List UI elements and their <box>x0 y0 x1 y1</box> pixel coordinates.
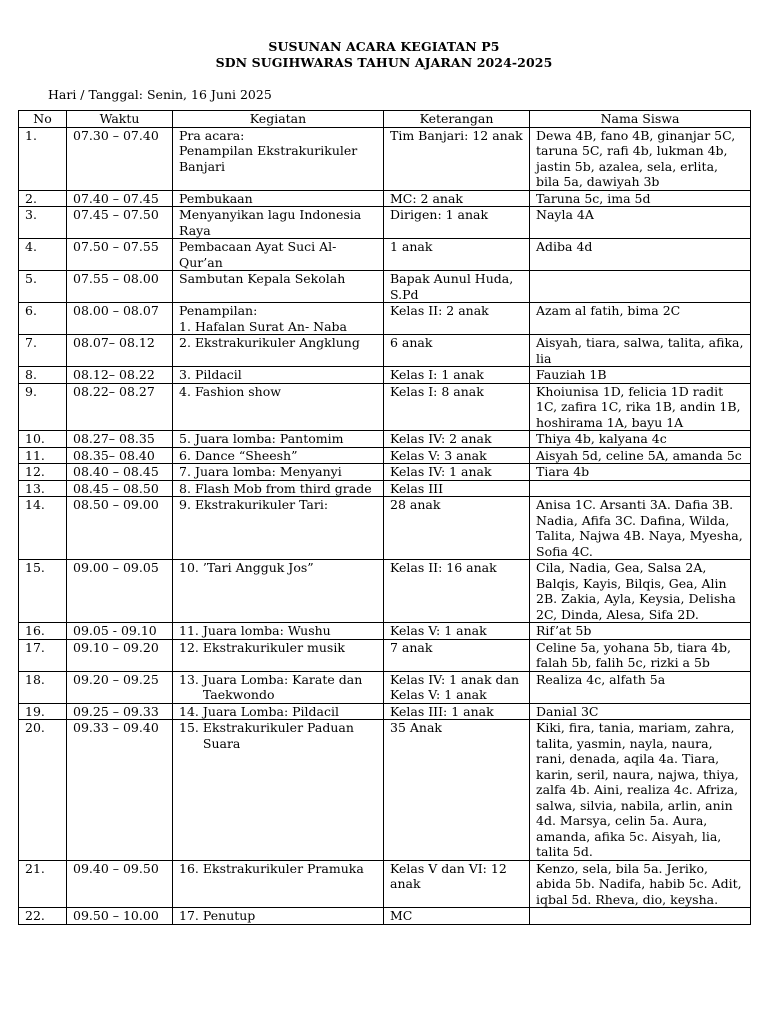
cell-no: 8. <box>19 367 67 384</box>
cell-no: 11. <box>19 447 67 464</box>
table-row <box>19 335 751 367</box>
cell-time: 09.00 – 09.05 <box>67 560 173 623</box>
cell-activity <box>173 335 384 367</box>
activity-number: 4. <box>179 383 191 399</box>
cell-no: 12. <box>19 464 67 481</box>
document-subtitle: SDN SUGIHWARAS TAHUN AJARAN 2024-2025 <box>215 55 553 70</box>
cell-time: 08.27– 08.35 <box>67 431 173 448</box>
activity-item <box>179 623 377 639</box>
activity-number: 7. <box>179 464 191 479</box>
cell-no: 20. <box>19 720 67 861</box>
cell-time: 08.40 – 08.45 <box>67 464 173 481</box>
table-row <box>19 383 751 431</box>
table-row <box>19 239 751 271</box>
activity-text: Menyanyikan lagu Indonesia Raya <box>179 207 362 238</box>
activity-text: Penutup <box>202 908 256 923</box>
activity-item <box>179 431 377 447</box>
cell-activity <box>173 623 384 640</box>
cell-activity <box>173 908 384 925</box>
cell-names: Kenzo, sela, bila 5a. Jeriko, abida 5b. Nadifa, habib 5c. Adit, iqbal 5d. Rheva, dio, keysha. <box>530 860 751 908</box>
cell-time: 07.50 – 07.55 <box>67 239 173 271</box>
cell-names: Dewa 4B, fano 4B, ginanjar 5C, taruna 5C, rafi 4b, lukman 4b, jastin 5b, azalea, sela, erlita, bila 5a, dawiyah 3b <box>530 127 751 190</box>
table-row <box>19 271 751 303</box>
activity-number: 15. <box>179 720 199 735</box>
header-time: Waktu <box>67 111 173 128</box>
header-note: Keterangan <box>384 111 530 128</box>
activity-item <box>179 640 377 656</box>
table-header-row <box>19 111 751 128</box>
cell-note: 1 anak <box>384 239 530 271</box>
cell-names: Thiya 4b, kalyana 4c <box>530 431 751 448</box>
cell-names: Danial 3C <box>530 703 751 720</box>
cell-note: 7 anak <box>384 639 530 671</box>
activity-item <box>179 191 377 207</box>
activity-text: Ekstrakurikuler Paduan Suara <box>202 720 354 751</box>
cell-no: 5. <box>19 271 67 303</box>
cell-time: 07.45 – 07.50 <box>67 207 173 239</box>
cell-time: 08.35– 08.40 <box>67 447 173 464</box>
table-row <box>19 190 751 207</box>
table-row <box>19 860 751 908</box>
activity-text: Hafalan Surat An- Naba <box>194 318 348 334</box>
activity-number: 1. <box>179 318 191 334</box>
table-row <box>19 671 751 703</box>
schedule-body <box>19 127 751 924</box>
activity-item <box>179 704 377 720</box>
cell-note: MC: 2 anak <box>384 190 530 207</box>
activity-text: ’Tari Angguk Jos” <box>202 560 314 575</box>
cell-time: 09.05 - 09.10 <box>67 623 173 640</box>
cell-activity <box>173 447 384 464</box>
cell-no: 17. <box>19 639 67 671</box>
cell-no: 4. <box>19 239 67 271</box>
cell-no: 22. <box>19 908 67 925</box>
cell-names: Adiba 4d <box>530 239 751 271</box>
activity-item <box>179 908 377 924</box>
cell-note: Kelas IV: 1 anak dan Kelas V: 1 anak <box>384 671 530 703</box>
table-row <box>19 560 751 623</box>
cell-activity <box>173 271 384 303</box>
cell-activity <box>173 464 384 481</box>
cell-time: 07.40 – 07.45 <box>67 190 173 207</box>
cell-time: 08.45 – 08.50 <box>67 480 173 497</box>
cell-time: 08.22– 08.27 <box>67 383 173 431</box>
cell-note: 28 anak <box>384 497 530 560</box>
cell-activity <box>173 860 384 908</box>
cell-no: 16. <box>19 623 67 640</box>
activity-item <box>179 464 377 480</box>
table-row <box>19 447 751 464</box>
activity-heading: Pra acara: <box>179 127 245 143</box>
activity-item <box>179 367 377 383</box>
cell-note: MC <box>384 908 530 925</box>
cell-time: 09.25 – 09.33 <box>67 703 173 720</box>
cell-note: Kelas II: 2 anak <box>384 303 530 335</box>
activity-number: 13. <box>179 671 199 687</box>
activity-number: 12. <box>179 639 199 655</box>
cell-time: 08.50 – 09.00 <box>67 497 173 560</box>
activity-text: Juara Lomba: Pildacil <box>202 703 339 719</box>
schedule-table <box>18 110 751 925</box>
cell-note: Kelas V dan VI: 12 anak <box>384 860 530 908</box>
header-names: Nama Siswa <box>530 111 751 128</box>
cell-time: 09.20 – 09.25 <box>67 671 173 703</box>
cell-note: Kelas IV: 1 anak <box>384 464 530 481</box>
cell-note: 6 anak <box>384 335 530 367</box>
cell-note: Kelas V: 3 anak <box>384 447 530 464</box>
activity-text: Fashion show <box>194 383 281 399</box>
table-row <box>19 908 751 925</box>
cell-activity <box>173 431 384 448</box>
table-row <box>19 464 751 481</box>
table-row <box>19 303 751 335</box>
cell-names <box>530 480 751 497</box>
cell-names: Kiki, fira, tania, mariam, zahra, talita, yasmin, nayla, naura, rani, denada, aqila 4a. Tiara, karin, seril, naura, najwa, thiya, zalfa 4b. Aini, realiza 4c. Afriza, salwa, silvia, nabila, arlin, anin 4d. Marsya, celin 5a. Aura, amanda, afika 5c. Aisyah, lia, talita 5d. <box>530 720 751 861</box>
cell-names: Cila, Nadia, Gea, Salsa 2A, Balqis, Kayis, Bilqis, Gea, Alin 2B. Zakia, Ayla, Keysia, Delisha 2C, Dinda, Alesa, Sifa 2D. <box>530 560 751 623</box>
cell-activity <box>173 560 384 623</box>
cell-no: 7. <box>19 335 67 367</box>
header-activity: Kegiatan <box>173 111 384 128</box>
activity-text: Ekstrakurikuler Angklung <box>194 335 360 350</box>
cell-names: Anisa 1C. Arsanti 3A. Dafia 3B. Nadia, Afifa 3C. Dafina, Wilda, Talita, Najwa 4B. Naya, Myesha, Sofia 4C. <box>530 497 751 560</box>
activity-text: Juara lomba: Pantomim <box>194 431 344 446</box>
cell-activity <box>173 639 384 671</box>
cell-no: 13. <box>19 480 67 497</box>
activity-number: 3. <box>179 367 191 382</box>
table-row <box>19 207 751 239</box>
cell-activity <box>173 207 384 239</box>
activity-text: Pildacil <box>194 367 242 382</box>
activity-item <box>179 560 377 576</box>
table-row <box>19 720 751 861</box>
cell-no: 19. <box>19 703 67 720</box>
cell-time: 08.12– 08.22 <box>67 367 173 384</box>
activity-text: Juara Lomba: Karate dan Taekwondo <box>202 671 363 702</box>
cell-note: Bapak Aunul Huda, S.Pd <box>384 271 530 303</box>
activity-item <box>179 143 377 174</box>
activity-number: 16. <box>179 860 199 876</box>
cell-activity <box>173 239 384 271</box>
activity-item <box>179 481 377 497</box>
activity-text: Pembukaan <box>179 190 253 206</box>
table-row <box>19 639 751 671</box>
cell-names <box>530 271 751 303</box>
activity-item <box>179 207 377 238</box>
header-no: No <box>19 111 67 128</box>
cell-no: 21. <box>19 860 67 908</box>
activity-number: 11. <box>179 623 199 638</box>
activity-text: Sambutan Kepala Sekolah <box>179 271 346 286</box>
cell-no: 14. <box>19 497 67 560</box>
activity-heading: Penampilan: <box>179 303 258 318</box>
cell-no: 9. <box>19 383 67 431</box>
table-row <box>19 480 751 497</box>
table-row <box>19 367 751 384</box>
cell-names: Azam al fatih, bima 2C <box>530 303 751 335</box>
cell-note: Kelas I: 8 anak <box>384 383 530 431</box>
cell-activity <box>173 127 384 190</box>
activity-text: Flash Mob from third grade <box>194 480 372 496</box>
cell-note: Dirigen: 1 anak <box>384 207 530 239</box>
cell-names: Aisyah, tiara, salwa, talita, afika, lia <box>530 335 751 367</box>
activity-number: 10. <box>179 560 199 575</box>
activity-item <box>179 239 377 270</box>
activity-text: Ekstrakurikuler Tari: <box>194 497 329 512</box>
cell-names: Rif’at 5b <box>530 623 751 640</box>
activity-item <box>179 319 377 335</box>
cell-names: Realiza 4c, alfath 5a <box>530 671 751 703</box>
activity-number: 6. <box>179 447 191 463</box>
cell-activity <box>173 480 384 497</box>
cell-time: 08.07– 08.12 <box>67 335 173 367</box>
table-row <box>19 623 751 640</box>
activity-item <box>179 672 377 703</box>
cell-note: Kelas III <box>384 480 530 497</box>
activity-text: Dance “Sheesh” <box>194 447 298 463</box>
date-line: Hari / Tanggal: Senin, 16 Juni 2025 <box>48 87 272 102</box>
activity-item <box>179 448 377 464</box>
activity-number: 14. <box>179 703 199 719</box>
activity-item <box>179 861 377 877</box>
cell-names <box>530 908 751 925</box>
cell-names: Khoiunisa 1D, felicia 1D radit 1C, zafira 1C, rika 1B, andin 1B, hoshirama 1A, bayu 1A <box>530 383 751 431</box>
activity-number: 17. <box>179 908 199 923</box>
activity-text: Ekstrakurikuler Pramuka <box>202 860 364 876</box>
cell-no: 2. <box>19 190 67 207</box>
cell-time: 09.40 – 09.50 <box>67 860 173 908</box>
cell-activity <box>173 720 384 861</box>
table-row <box>19 127 751 190</box>
cell-names: Aisyah 5d, celine 5A, amanda 5c <box>530 447 751 464</box>
cell-no: 6. <box>19 303 67 335</box>
activity-text: Ekstrakurikuler musik <box>202 639 345 655</box>
activity-item <box>179 335 377 351</box>
cell-activity <box>173 703 384 720</box>
activity-item <box>179 720 377 751</box>
table-row <box>19 431 751 448</box>
document-title: SUSUNAN ACARA KEGIATAN P5 <box>268 39 500 54</box>
cell-names: Fauziah 1B <box>530 367 751 384</box>
table-row <box>19 497 751 560</box>
cell-no: 3. <box>19 207 67 239</box>
cell-no: 15. <box>19 560 67 623</box>
cell-names: Nayla 4A <box>530 207 751 239</box>
activity-number: 9. <box>179 497 191 512</box>
cell-activity <box>173 497 384 560</box>
cell-note: Tim Banjari: 12 anak <box>384 127 530 190</box>
activity-item <box>179 497 377 513</box>
activity-number: 5. <box>179 431 191 446</box>
cell-note: Kelas I: 1 anak <box>384 367 530 384</box>
activity-text: Juara lomba: Menyanyi <box>194 464 342 479</box>
cell-note: Kelas II: 16 anak <box>384 560 530 623</box>
activity-text: Juara lomba: Wushu <box>202 623 331 638</box>
cell-note: Kelas IV: 2 anak <box>384 431 530 448</box>
activity-text: Penampilan Ekstrakurikuler Banjari <box>179 143 358 174</box>
cell-time: 07.55 – 08.00 <box>67 271 173 303</box>
cell-note: Kelas III: 1 anak <box>384 703 530 720</box>
cell-activity <box>173 190 384 207</box>
cell-no: 10. <box>19 431 67 448</box>
activity-text: Pembacaan Ayat Suci Al-Qur’an <box>179 239 337 270</box>
cell-names: Taruna 5c, ima 5d <box>530 190 751 207</box>
cell-time: 09.50 – 10.00 <box>67 908 173 925</box>
cell-time: 09.10 – 09.20 <box>67 639 173 671</box>
table-row <box>19 703 751 720</box>
cell-activity <box>173 671 384 703</box>
activity-item <box>179 384 377 400</box>
cell-activity <box>173 383 384 431</box>
activity-item <box>179 271 377 287</box>
cell-note: 35 Anak <box>384 720 530 861</box>
cell-names: Celine 5a, yohana 5b, tiara 4b, falah 5b, falih 5c, rizki a 5b <box>530 639 751 671</box>
cell-activity <box>173 303 384 335</box>
cell-time: 07.30 – 07.40 <box>67 127 173 190</box>
cell-note: Kelas V: 1 anak <box>384 623 530 640</box>
cell-no: 18. <box>19 671 67 703</box>
cell-activity <box>173 367 384 384</box>
cell-no: 1. <box>19 127 67 190</box>
activity-number: 2. <box>179 335 191 350</box>
cell-names: Tiara 4b <box>530 464 751 481</box>
activity-number: 8. <box>179 480 191 496</box>
cell-time: 08.00 – 08.07 <box>67 303 173 335</box>
cell-time: 09.33 – 09.40 <box>67 720 173 861</box>
